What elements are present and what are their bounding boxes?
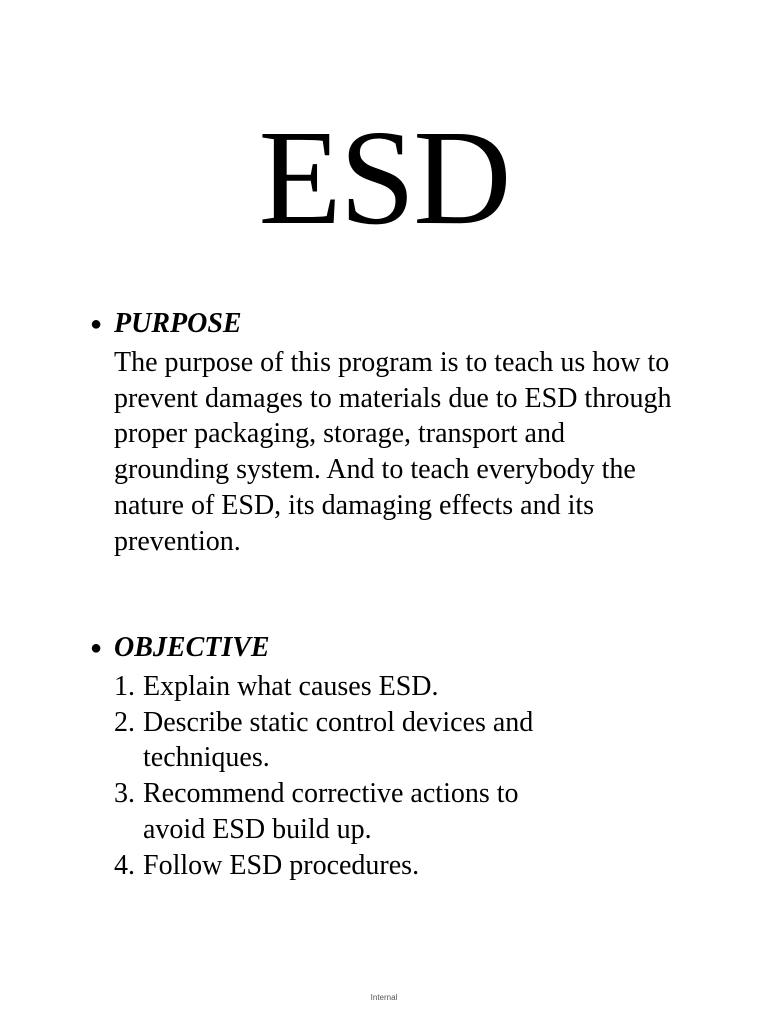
objective-heading-row (90, 630, 730, 669)
objective-section (90, 630, 730, 884)
list-item-number: 4. (114, 849, 135, 881)
list-item-text: Follow ESD procedures. (143, 849, 420, 881)
list-item-text: Describe static control devices and techniques. (143, 706, 534, 774)
purpose-heading-row (90, 306, 730, 345)
bullet-icon: ● (90, 313, 103, 335)
list-item-number: 1. (114, 670, 135, 702)
list-item-text: Recommend corrective actions to avoid ESD build up. (143, 778, 519, 845)
footer-label: Internal (370, 993, 398, 1002)
page-title: ESD (258, 103, 510, 253)
purpose-heading: PURPOSE (114, 308, 242, 339)
list-item (114, 776, 730, 848)
purpose-section (90, 306, 730, 560)
objective-list (114, 669, 730, 884)
bullet-icon: ● (90, 637, 103, 659)
list-item-number: 2. (114, 706, 135, 738)
list-item (114, 705, 730, 777)
list-item-text: Explain what causes ESD. (143, 670, 439, 702)
list-item (114, 848, 730, 884)
list-item-number: 3. (114, 778, 135, 810)
objective-heading: OBJECTIVE (114, 632, 270, 663)
purpose-paragraph: The purpose of this program is to teach us how to prevent damages to materials due to ESD through proper packaging, storage, transport and grounding system. And to teach everybody the nature of ESD, its damaging effects and its prevention. (114, 346, 672, 557)
list-item (114, 669, 730, 705)
